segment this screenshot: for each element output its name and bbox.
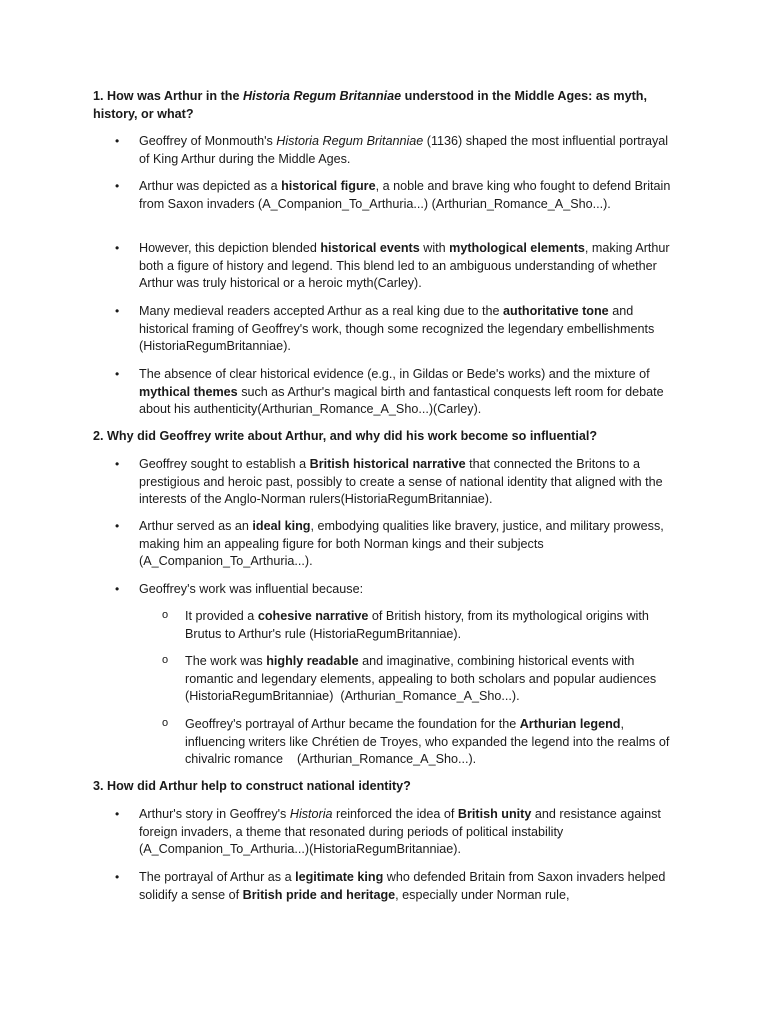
- bullet-item: • Geoffrey sought to establish a British historical narrative that connected the Britons to a prestigious and heroic past, possibly to create a sense of national identity that aligned with the interests of the Anglo-Norman rulers(HistoriaRegumBritanniae).: [139, 456, 674, 509]
- bullet-item: • However, this depiction blended historical events with mythological elements, making Arthur both a figure of history and legend. This blend led to an ambiguous understanding of whether Arthur was truly historical or a heroic myth(Carley).: [139, 240, 674, 293]
- emphasis: historical events: [320, 241, 420, 255]
- sub-bullet-item: o Geoffrey's portrayal of Arthur became the foundation for the Arthurian legend, influencing writers like Chrétien de Troyes, who expanded the legend into the realms of chivalric romance (Arthurian_Romance_A_Sho...).: [185, 716, 680, 769]
- question-2: 2. Why did Geoffrey write about Arthur, and why did his work become so influential?: [93, 429, 598, 443]
- emphasis: highly readable: [266, 654, 359, 668]
- question-text: understood in the Middle Ages: as myth, history, or what?: [93, 89, 647, 121]
- emphasis: British pride and heritage: [242, 887, 396, 902]
- emphasis: historical figure: [281, 179, 376, 193]
- bullet-item: • Arthur's story in Geoffrey's Historia reinforced the idea of British unity and resistance against foreign invaders, a theme that resonated during periods of political instability (A_Companion_To_Arthuria...)(HistoriaRegumBritanniae).: [139, 806, 674, 859]
- emphasis: British historical narrative: [309, 457, 466, 471]
- bullet-item: • Geoffrey of Monmouth's Historia Regum Britanniae (1136) shaped the most influential portrayal of King Arthur during the Middle Ages.: [139, 133, 674, 168]
- emphasis: cohesive narrative: [257, 609, 369, 623]
- question-3: 3. How did Arthur help to construct national identity?: [93, 779, 411, 793]
- sub-bullet-item: o The work was highly readable and imaginative, combining historical events with romantic and legendary elements, appealing to both scholars and popular audiences (HistoriaRegumBritanniae) (Arthurian_Romance_A_Sho...).: [185, 653, 680, 706]
- emphasis: mythological elements: [449, 241, 585, 255]
- bullet-item: • The absence of clear historical evidence (e.g., in Gildas or Bede's works) and the mixture of mythical themes such as Arthur's magical birth and fantastical conquests left room for debate about his authenticity(Arthurian_Romance_A_Sho...)(Carley).: [139, 366, 674, 419]
- bullet-item: • Arthur served as an ideal king, embodying qualities like bravery, justice, and military prowess, making him an appealing figure for both Norman kings and their subjects (A_Companion_To_Arthuria...).: [139, 518, 674, 571]
- question-text: 1. How was Arthur in the: [93, 89, 243, 103]
- work-title: Historia: [289, 807, 333, 821]
- emphasis: British unity: [457, 807, 532, 821]
- emphasis: mythical themes: [139, 384, 238, 399]
- emphasis: authoritative tone: [503, 304, 609, 318]
- question-1: [93, 88, 673, 123]
- bullet-item: • Many medieval readers accepted Arthur as a real king due to the authoritative tone and historical framing of Geoffrey's work, though some recognized the legendary embellishments (HistoriaRegumBritanniae).: [139, 303, 674, 356]
- sub-bullet-item: o It provided a cohesive narrative of British history, from its mythological origins with Brutus to Arthur's rule (HistoriaRegumBritanniae).: [185, 608, 680, 643]
- work-title: Historia Regum Britanniae: [242, 89, 402, 103]
- emphasis: ideal king: [252, 519, 311, 533]
- bullet-item: • Arthur was depicted as a historical figure, a noble and brave king who fought to defend Britain from Saxon invaders (A_Companion_To_Arthuria...) (Arthurian_Romance_A_Sho...).: [139, 178, 674, 213]
- bullet-item: • Geoffrey's work was influential because:: [139, 581, 674, 599]
- bullet-item: • The portrayal of Arthur as a legitimate king who defended Britain from Saxon invaders helped solidify a sense of British pride and heritage, especially under Norman rule,: [139, 869, 674, 904]
- emphasis: Arthurian legend: [519, 717, 621, 731]
- emphasis: legitimate king: [295, 870, 384, 884]
- work-title: Historia Regum Britanniae: [276, 134, 424, 148]
